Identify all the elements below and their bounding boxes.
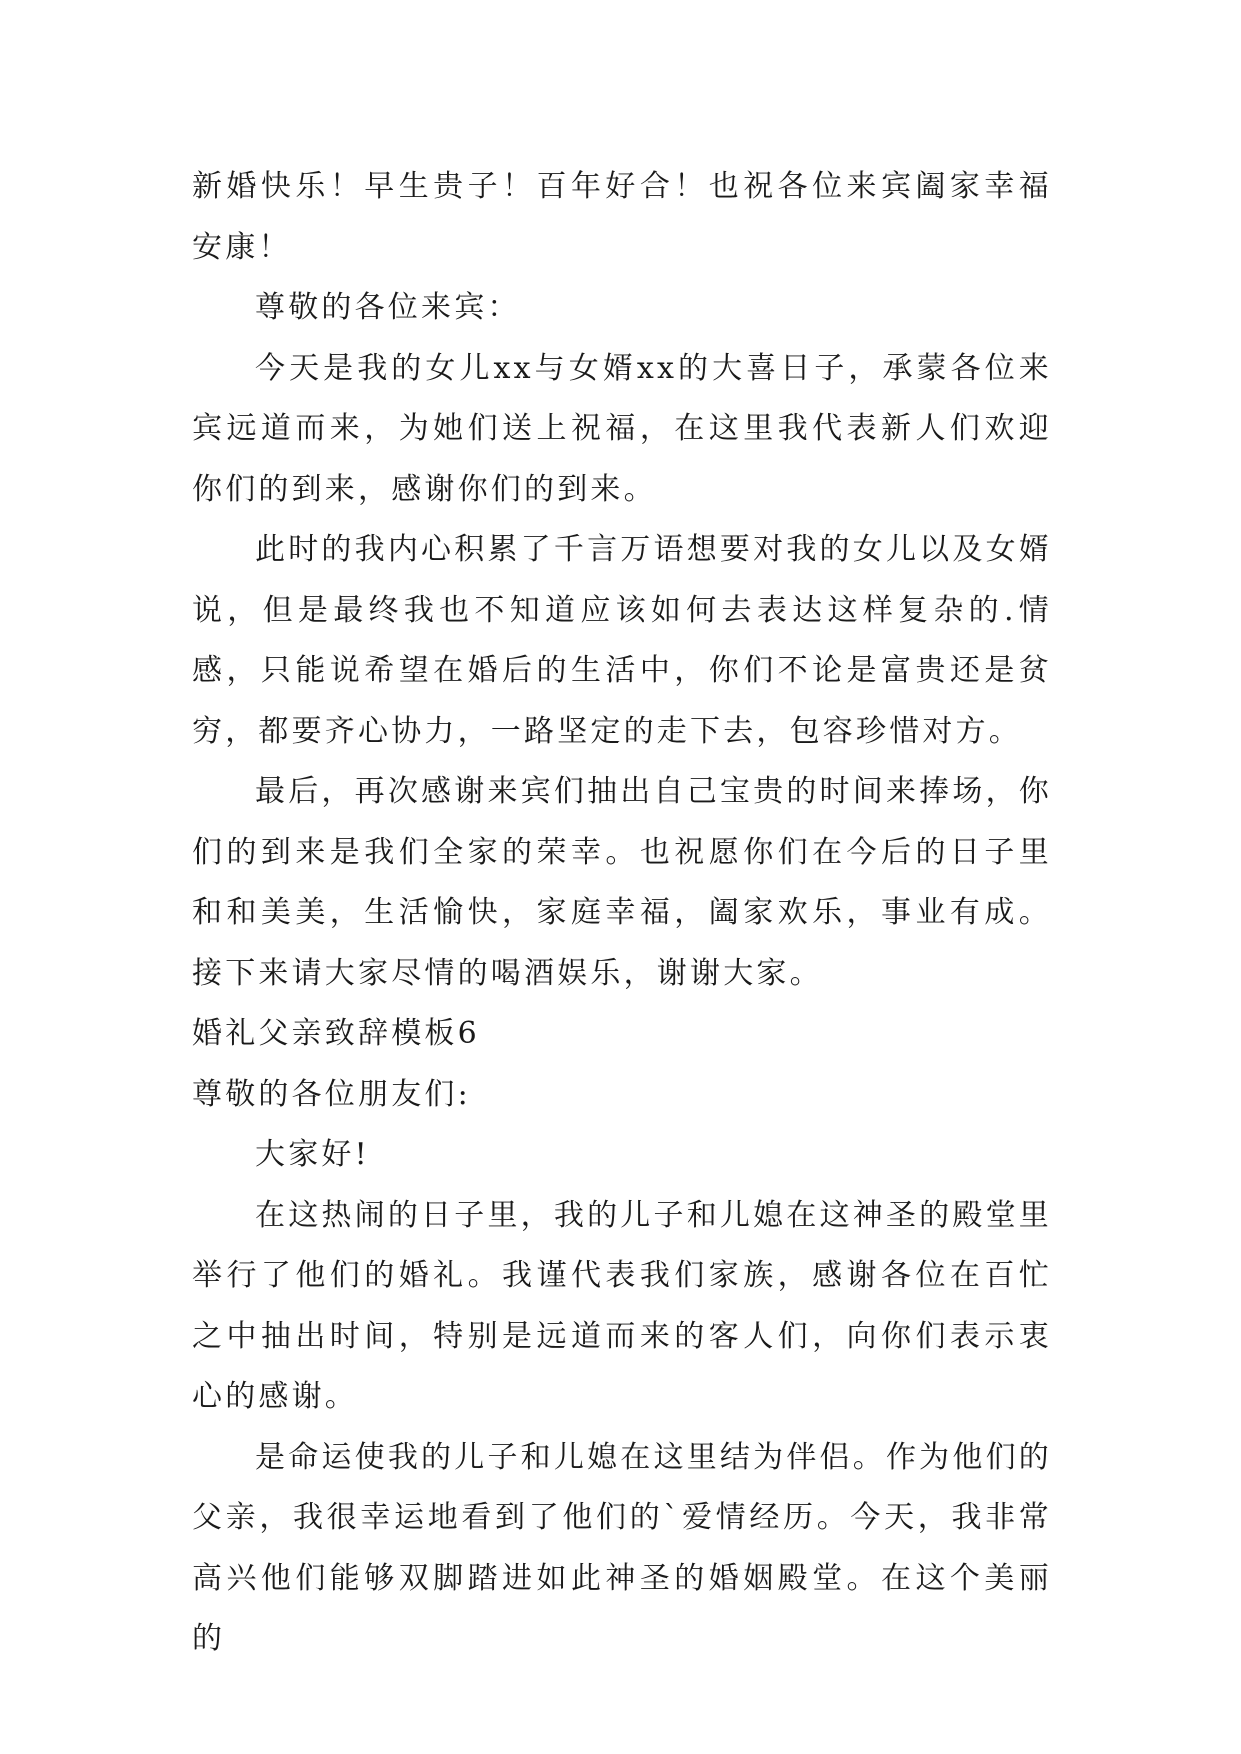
continuation-paragraph: 新婚快乐！早生贵子！百年好合！也祝各位来宾阖家幸福安康！ <box>192 169 1052 265</box>
speech-paragraph-3: 最后，再次感谢来宾们抽出自己宝贵的时间来捧场，你们的到来是我们全家的荣幸。也祝愿你们在今后的日子里和和美美，生活愉快，家庭幸福，阖家欢乐，事业有成。接下来请大家尽情的喝酒娱乐，谢谢大家。 <box>192 774 1052 991</box>
speech-paragraph-2: 此时的我内心积累了千言万语想要对我的女儿以及女婿说，但是最终我也不知道应该如何去表达这样复杂的.情感，只能说希望在婚后的生活中，你们不论是富贵还是贫穷，都要齐心协力，一路坚定的走下去，包容珍惜对方。 <box>192 532 1052 749</box>
salutation-friends: 尊敬的各位朋友们: <box>192 1076 471 1112</box>
greeting: 大家好! <box>255 1137 370 1172</box>
document-body <box>192 157 1052 1670</box>
salutation-guests: 尊敬的各位来宾： <box>255 290 521 325</box>
speech-paragraph-1: 今天是我的女儿xx与女婿xx的大喜日子，承蒙各位来宾远道而来，为她们送上祝福，在这里我代表新人们欢迎你们的到来，感谢你们的到来。 <box>192 350 1052 507</box>
section-title: 婚礼父亲致辞模板6 <box>192 1016 480 1051</box>
speech-paragraph-5: 是命运使我的儿子和儿媳在这里结为伴侣。作为他们的父亲，我很幸运地看到了他们的`爱情经历。今天，我非常高兴他们能够双脚踏进如此神圣的婚姻殿堂。在这个美丽的 <box>192 1439 1052 1656</box>
speech-paragraph-4: 在这热闹的日子里，我的儿子和儿媳在这神圣的殿堂里举行了他们的婚礼。我谨代表我们家族，感谢各位在百忙之中抽出时间，特别是远道而来的客人们，向你们表示衷心的感谢。 <box>192 1197 1052 1414</box>
